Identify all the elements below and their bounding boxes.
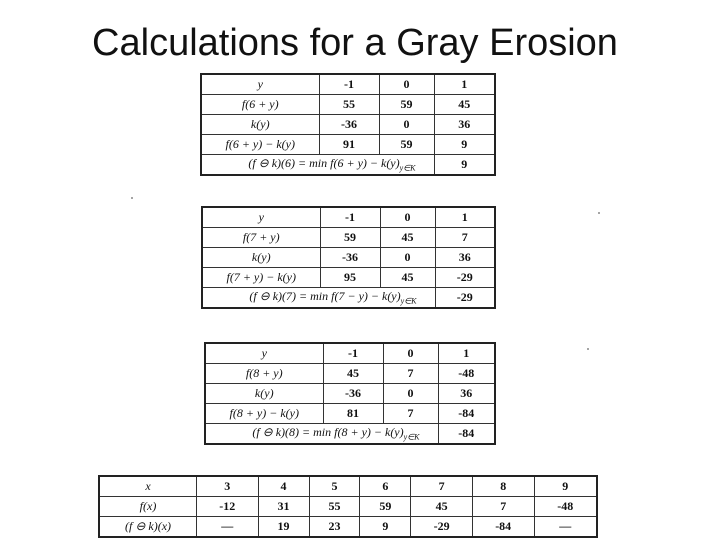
result-row	[202, 288, 495, 309]
header-label: y	[205, 343, 323, 364]
table-cell: 45	[411, 497, 473, 517]
table-cell: 7	[383, 404, 438, 424]
table-cell: 5	[309, 476, 360, 497]
row-label: f(8 + y) − k(y)	[205, 404, 323, 424]
table-row	[201, 95, 495, 115]
result-formula-text: (f ⊖ k)(7) = min f(7 − y) − k(y)	[249, 289, 401, 304]
header-cell: 1	[435, 207, 495, 228]
header-cell: 1	[438, 343, 495, 364]
table-cell: 9	[434, 135, 495, 155]
table-cell: -36	[319, 115, 379, 135]
summary-x-row	[99, 476, 597, 497]
table-cell: 91	[319, 135, 379, 155]
header-cell: 0	[379, 74, 434, 95]
summary-f-row	[99, 497, 597, 517]
table-cell: 7	[411, 476, 473, 497]
row-label: f(7 + y)	[202, 228, 320, 248]
result-formula	[201, 155, 434, 176]
table-cell: —	[534, 517, 597, 538]
table-row	[202, 228, 495, 248]
table-cell: 9	[360, 517, 411, 538]
header-label: y	[202, 207, 320, 228]
table-row	[205, 384, 495, 404]
result-row	[201, 155, 495, 176]
result-formula	[205, 424, 438, 445]
table-cell: 31	[258, 497, 309, 517]
table-cell: 55	[319, 95, 379, 115]
table-cell: 4	[258, 476, 309, 497]
result-formula-subscript: y∈K	[400, 296, 417, 306]
table-cell: 0	[379, 115, 434, 135]
result-formula-text: (f ⊖ k)(8) = min f(8 + y) − k(y)	[252, 425, 404, 440]
table-row	[201, 135, 495, 155]
row-label: k(y)	[205, 384, 323, 404]
table-row	[202, 248, 495, 268]
table-cell: -48	[438, 364, 495, 384]
table-cell: 45	[380, 268, 435, 288]
erosion-table-7	[201, 206, 496, 309]
page-title: Calculations for a Gray Erosion	[92, 22, 618, 64]
table-cell: 0	[383, 384, 438, 404]
table-cell: 95	[320, 268, 380, 288]
table-cell: 59	[379, 135, 434, 155]
table-header-row	[201, 74, 495, 95]
table-cell: 8	[472, 476, 534, 497]
table-cell: 45	[323, 364, 383, 384]
erosion-summary-table	[98, 475, 598, 538]
table-cell: 81	[323, 404, 383, 424]
table-cell: -84	[438, 404, 495, 424]
table-cell: -36	[323, 384, 383, 404]
erosion-table-8	[204, 342, 496, 445]
table-cell: 6	[360, 476, 411, 497]
erosion-table-6	[200, 73, 496, 176]
table-cell: -12	[197, 497, 259, 517]
table-cell: 0	[380, 248, 435, 268]
row-label: f(x)	[99, 497, 197, 517]
scan-speck	[587, 348, 589, 350]
result-formula-subscript: y∈K	[403, 432, 420, 442]
header-label: y	[201, 74, 319, 95]
row-label: f(7 + y) − k(y)	[202, 268, 320, 288]
result-value: -84	[438, 424, 495, 445]
result-formula-text: (f ⊖ k)(6) = min f(6 + y) − k(y)	[248, 156, 400, 171]
table-cell: 45	[434, 95, 495, 115]
row-label: x	[99, 476, 197, 497]
row-label: f(8 + y)	[205, 364, 323, 384]
result-row	[205, 424, 495, 445]
table-header-row	[205, 343, 495, 364]
summary-erosion-row	[99, 517, 597, 538]
table-cell: 23	[309, 517, 360, 538]
table-cell: 55	[309, 497, 360, 517]
table-cell: 7	[383, 364, 438, 384]
result-value: 9	[434, 155, 495, 176]
table-row	[205, 364, 495, 384]
row-label: k(y)	[201, 115, 319, 135]
table-row	[201, 115, 495, 135]
result-value: -29	[435, 288, 495, 309]
result-formula-subscript: y∈K	[399, 163, 416, 173]
header-cell: -1	[319, 74, 379, 95]
table-cell: 59	[360, 497, 411, 517]
table-cell: 19	[258, 517, 309, 538]
header-cell: -1	[320, 207, 380, 228]
table-cell: 59	[320, 228, 380, 248]
table-cell: 7	[435, 228, 495, 248]
table-cell: 45	[380, 228, 435, 248]
row-label: k(y)	[202, 248, 320, 268]
header-cell: -1	[323, 343, 383, 364]
header-cell: 0	[380, 207, 435, 228]
table-cell: -84	[472, 517, 534, 538]
row-label: f(6 + y) − k(y)	[201, 135, 319, 155]
table-cell: 36	[438, 384, 495, 404]
table-cell: -29	[435, 268, 495, 288]
row-label: (f ⊖ k)(x)	[99, 517, 197, 538]
table-row	[202, 268, 495, 288]
scan-speck	[131, 197, 133, 199]
table-row	[205, 404, 495, 424]
table-cell: 36	[434, 115, 495, 135]
table-cell: 9	[534, 476, 597, 497]
table-cell: -48	[534, 497, 597, 517]
row-label: f(6 + y)	[201, 95, 319, 115]
table-cell: -29	[411, 517, 473, 538]
header-cell: 1	[434, 74, 495, 95]
table-cell: 36	[435, 248, 495, 268]
result-formula	[202, 288, 435, 309]
table-cell: —	[197, 517, 259, 538]
header-cell: 0	[383, 343, 438, 364]
table-cell: 3	[197, 476, 259, 497]
table-cell: -36	[320, 248, 380, 268]
table-header-row	[202, 207, 495, 228]
scan-speck	[598, 212, 600, 214]
table-cell: 59	[379, 95, 434, 115]
table-cell: 7	[472, 497, 534, 517]
